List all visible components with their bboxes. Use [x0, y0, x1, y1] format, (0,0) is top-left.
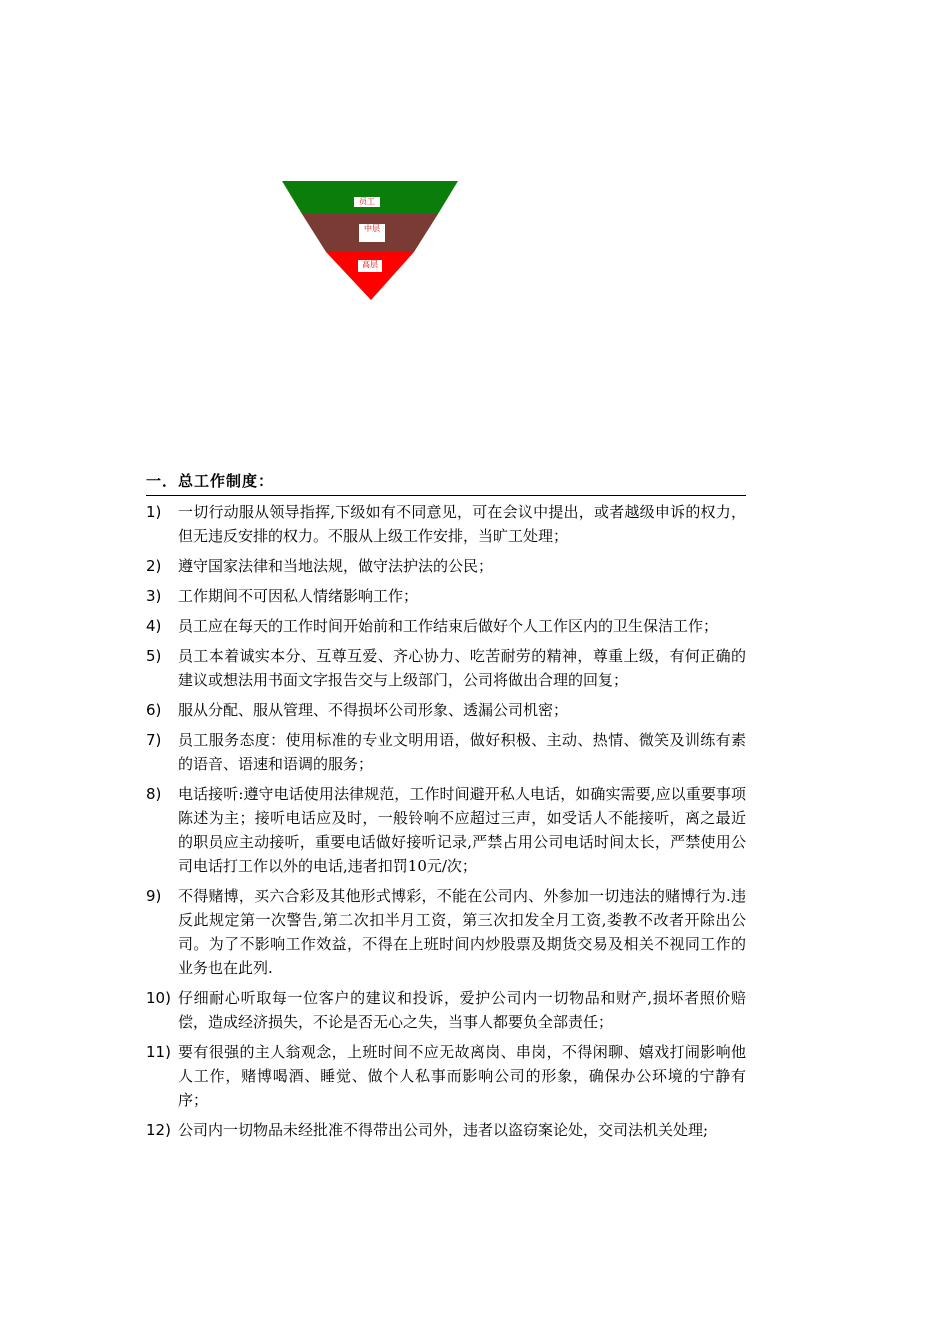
pyramid-label-top: 高层	[358, 260, 382, 272]
rule-text: 电话接听:遵守电话使用法律规范，工作时间避开私人电话，如确实需要,应以重要事项陈述为主；接听电话应及时，一般铃响不应超过三声，如受话人不能接听，离之最近的职员应主动接听，重要电话做好接听记录,严禁占用公司电话时间太长，严禁使用公司电话打工作以外的电话,违者扣罚10元/次；	[178, 785, 746, 875]
rule-text: 工作期间不可因私人情绪影响工作；	[178, 587, 419, 605]
rule-item-2	[146, 554, 746, 578]
rule-number: 11)	[146, 1043, 171, 1061]
rule-item-12	[146, 1118, 746, 1142]
rule-number: 5)	[146, 647, 162, 665]
rule-text: 服从分配、服从管理、不得损坏公司形象、透漏公司机密；	[178, 701, 569, 719]
rule-number: 10)	[146, 989, 171, 1007]
rule-item-7	[146, 728, 746, 776]
rule-text: 一切行动服从领导指挥,下级如有不同意见，可在会议中提出，或者越级申诉的权力，但无违反安排的权力。不服从上级工作安排，当旷工处理；	[178, 503, 746, 545]
rule-text: 员工服务态度：使用标准的专业文明用语，做好积极、主动、热情、微笑及训练有素的语音、语速和语调的服务；	[178, 731, 746, 773]
rule-text: 要有很强的主人翁观念，上班时间不应无故离岗、串岗，不得闲聊、嬉戏打闹影响他人工作，赌博喝酒、睡觉、做个人私事而影响公司的形象，确保办公环境的宁静有序；	[178, 1043, 746, 1109]
rule-text: 员工本着诚实本分、互尊互爱、齐心协力、吃苦耐劳的精神，尊重上级，有何正确的建议或想法用书面文字报告交与上级部门，公司将做出合理的回复；	[178, 647, 746, 689]
rule-item-8	[146, 782, 746, 878]
rule-text: 员工应在每天的工作时间开始前和工作结束后做好个人工作区内的卫生保洁工作；	[178, 617, 719, 635]
rule-item-11	[146, 1040, 746, 1112]
rule-text: 公司内一切物品未经批准不得带出公司外，违者以盗窃案论处，交司法机关处理;	[178, 1121, 709, 1139]
rule-text: 遵守国家法律和当地法规，做守法护法的公民；	[178, 557, 494, 575]
org-pyramid-diagram	[280, 178, 460, 302]
rule-item-5	[146, 644, 746, 692]
rule-number: 12)	[146, 1121, 171, 1139]
rules-list	[146, 500, 746, 1148]
section-title: 一．总工作制度：	[146, 470, 746, 496]
pyramid-label-middle: 中层	[359, 224, 385, 242]
rule-number: 1)	[146, 503, 162, 521]
rule-text: 不得赌博，买六合彩及其他形式博彩，不能在公司内、外参加一切违法的赌博行为.违反此规定第一次警告,第二次扣半月工资，第三次扣发全月工资,娄教不改者开除出公司。为了不影响工作效益，不得在上班时间内炒股票及期货交易及相关不视同工作的业务也在此列.	[178, 887, 746, 977]
rule-item-6	[146, 698, 746, 722]
rule-number: 3)	[146, 587, 162, 605]
rule-number: 7)	[146, 731, 162, 749]
rule-number: 4)	[146, 617, 162, 635]
rule-number: 9)	[146, 887, 162, 905]
rule-number: 2)	[146, 557, 162, 575]
rule-number: 6)	[146, 701, 162, 719]
rule-item-10	[146, 986, 746, 1034]
rule-item-9	[146, 884, 746, 980]
rule-number: 8)	[146, 785, 162, 803]
pyramid-label-staff: 员工	[354, 197, 380, 207]
rule-item-1	[146, 500, 746, 548]
rule-item-3	[146, 584, 746, 608]
rule-item-4	[146, 614, 746, 638]
rule-text: 仔细耐心听取每一位客户的建议和投诉，爱护公司内一切物品和财产,损坏者照价赔偿，造成经济损失，不论是否无心之失，当事人都要负全部责任；	[178, 989, 746, 1031]
